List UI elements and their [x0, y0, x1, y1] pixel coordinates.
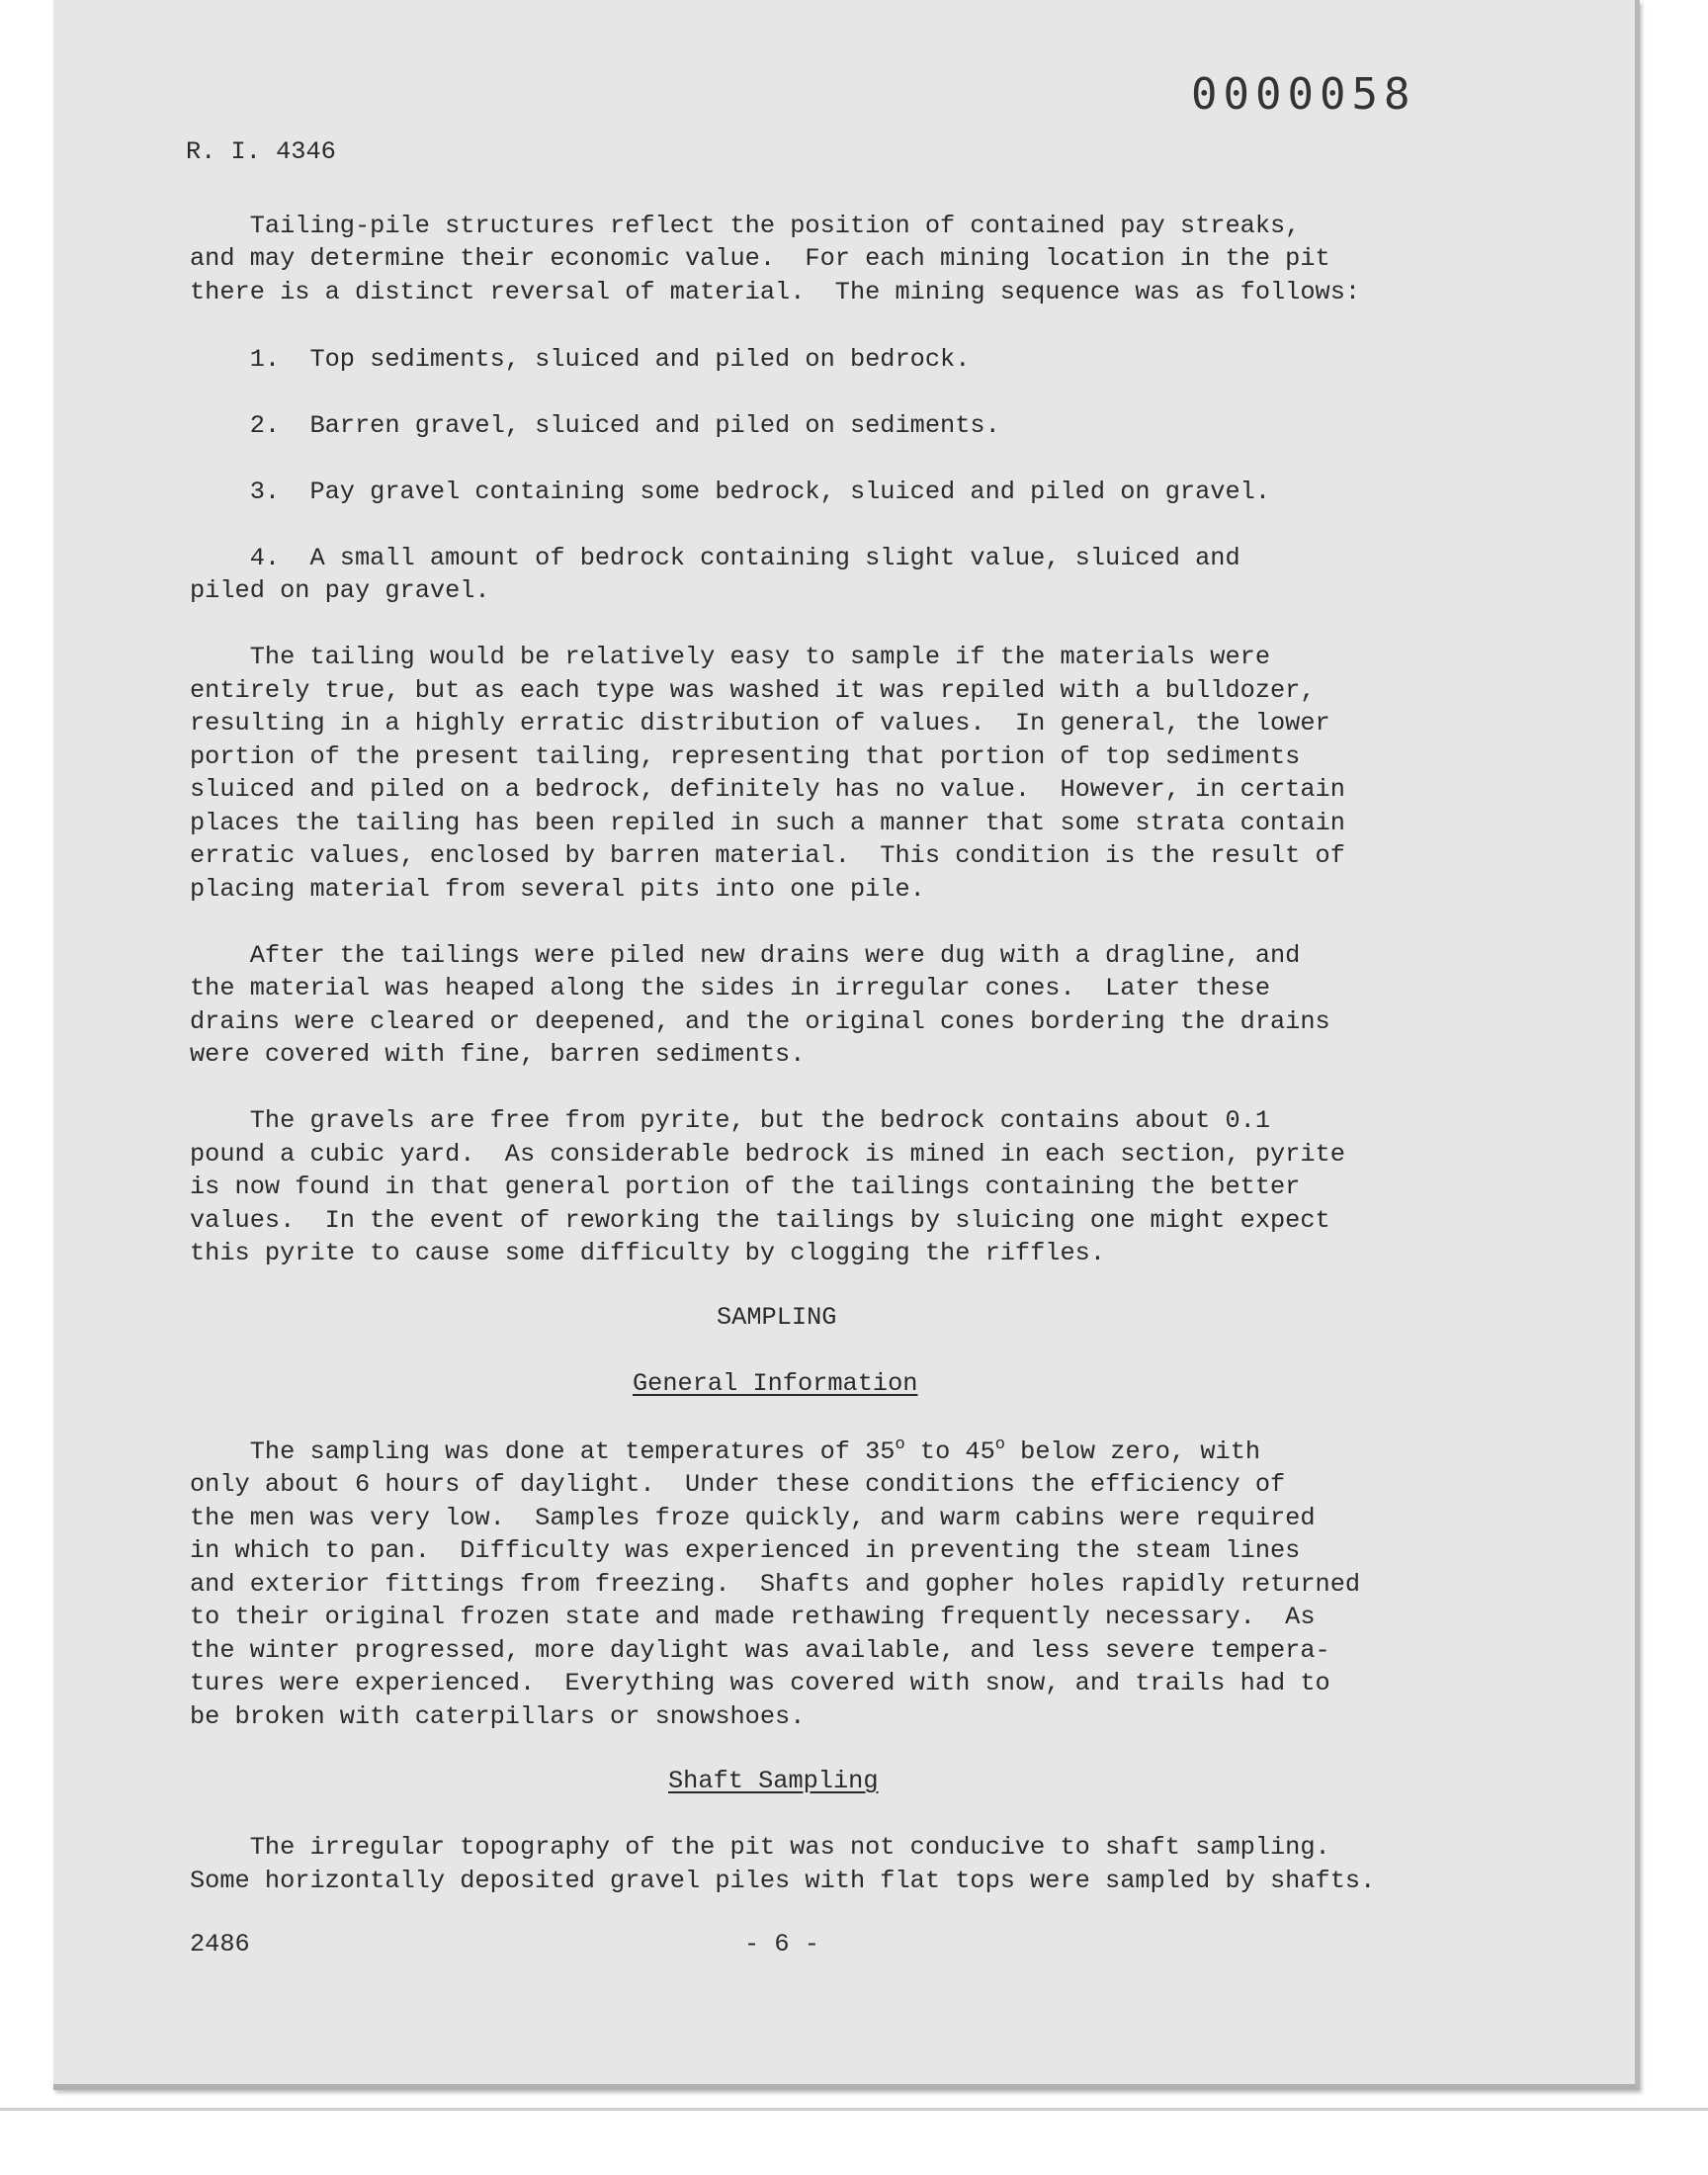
paragraph-line: places the tailing has been repiled in such a manner that some strata contain	[190, 809, 1345, 837]
report-id: R. I. 4346	[186, 137, 336, 166]
paragraph-line: values. In the event of reworking the tailings by sluicing one might expect	[190, 1206, 1330, 1235]
page-edge-line	[0, 2108, 1708, 2111]
paragraph-line: pound a cubic yard. As considerable bedrock is mined in each section, pyrite	[190, 1140, 1345, 1169]
paragraph-line: After the tailings were piled new drains were dug with a dragline, and	[190, 941, 1301, 970]
paragraph-line: only about 6 hours of daylight. Under these conditions the efficiency of	[190, 1470, 1286, 1499]
list-item: 4. A small amount of bedrock containing slight value, sluiced and	[190, 544, 1240, 572]
paragraph-line: the material was heaped along the sides in irregular cones. Later these	[190, 974, 1271, 1002]
intro-line: there is a distinct reversal of material. The mining sequence was as follows:	[190, 278, 1361, 306]
paragraph-line: the men was very low. Samples froze quickly, and warm cabins were required	[190, 1504, 1316, 1532]
section-heading: SAMPLING	[717, 1303, 837, 1332]
paragraph-line: and exterior fittings from freezing. Shafts and gopher holes rapidly returned	[190, 1570, 1361, 1599]
degree-symbol: o	[994, 1436, 1005, 1454]
paragraph-line: The irregular topography of the pit was not conducive to shaft sampling.	[190, 1833, 1330, 1862]
paragraph-line: placing material from several pits into one pile.	[190, 875, 925, 904]
paragraph-line: this pyrite to cause some difficulty by clogging the riffles.	[190, 1239, 1106, 1267]
paragraph-line: portion of the present tailing, representing that portion of top sediments	[190, 742, 1301, 771]
subheading-general-information: General Information	[633, 1369, 918, 1398]
degree-symbol: o	[895, 1436, 905, 1454]
paragraph-line: The gravels are free from pyrite, but the bedrock contains about 0.1	[190, 1106, 1271, 1135]
intro-line: Tailing-pile structures reflect the position of contained pay streaks,	[190, 212, 1301, 240]
paragraph-line: The sampling was done at temperatures of 35$^o$ to 45$^o$ below zero, with	[190, 1436, 1261, 1466]
subheading-shaft-sampling: Shaft Sampling	[668, 1767, 879, 1795]
paragraph-line: sluiced and piled on a bedrock, definitely has no value. However, in certain	[190, 775, 1345, 804]
paragraph-line: be broken with caterpillars or snowshoes.	[190, 1702, 806, 1731]
paragraph-line: drains were cleared or deepened, and the original cones bordering the drains	[190, 1007, 1330, 1036]
footer-code: 2486	[190, 1930, 250, 1958]
list-item: 2. Barren gravel, sluiced and piled on sediments.	[190, 411, 1000, 440]
paragraph-line: were covered with fine, barren sediments.	[190, 1040, 806, 1069]
list-item: 3. Pay gravel containing some bedrock, sluiced and piled on gravel.	[190, 478, 1271, 506]
paragraph-line: tures were experienced. Everything was covered with snow, and trails had to	[190, 1669, 1330, 1697]
paragraph-line: in which to pan. Difficulty was experienced in preventing the steam lines	[190, 1536, 1301, 1565]
paragraph-line: to their original frozen state and made rethawing frequently necessary. As	[190, 1603, 1316, 1631]
intro-line: and may determine their economic value. For each mining location in the pit	[190, 244, 1330, 273]
paragraph-line: is now found in that general portion of the tailings containing the better	[190, 1173, 1301, 1201]
document-number: 0000058	[1191, 69, 1416, 120]
paragraph-line: Some horizontally deposited gravel piles with flat tops were sampled by shafts.	[190, 1867, 1376, 1895]
paragraph-line: the winter progressed, more daylight was available, and less severe tempera-	[190, 1636, 1330, 1665]
paragraph-line: entirely true, but as each type was washed it was repiled with a bulldozer,	[190, 676, 1316, 705]
paragraph-line: The tailing would be relatively easy to sample if the materials were	[190, 643, 1271, 671]
paragraph-line: erratic values, enclosed by barren material. This condition is the result of	[190, 841, 1345, 870]
page-number: - 6 -	[744, 1930, 819, 1958]
list-item: piled on pay gravel.	[190, 576, 490, 605]
list-item: 1. Top sediments, sluiced and piled on bedrock.	[190, 345, 971, 374]
paragraph-line: resulting in a highly erratic distribution of values. In general, the lower	[190, 709, 1330, 738]
